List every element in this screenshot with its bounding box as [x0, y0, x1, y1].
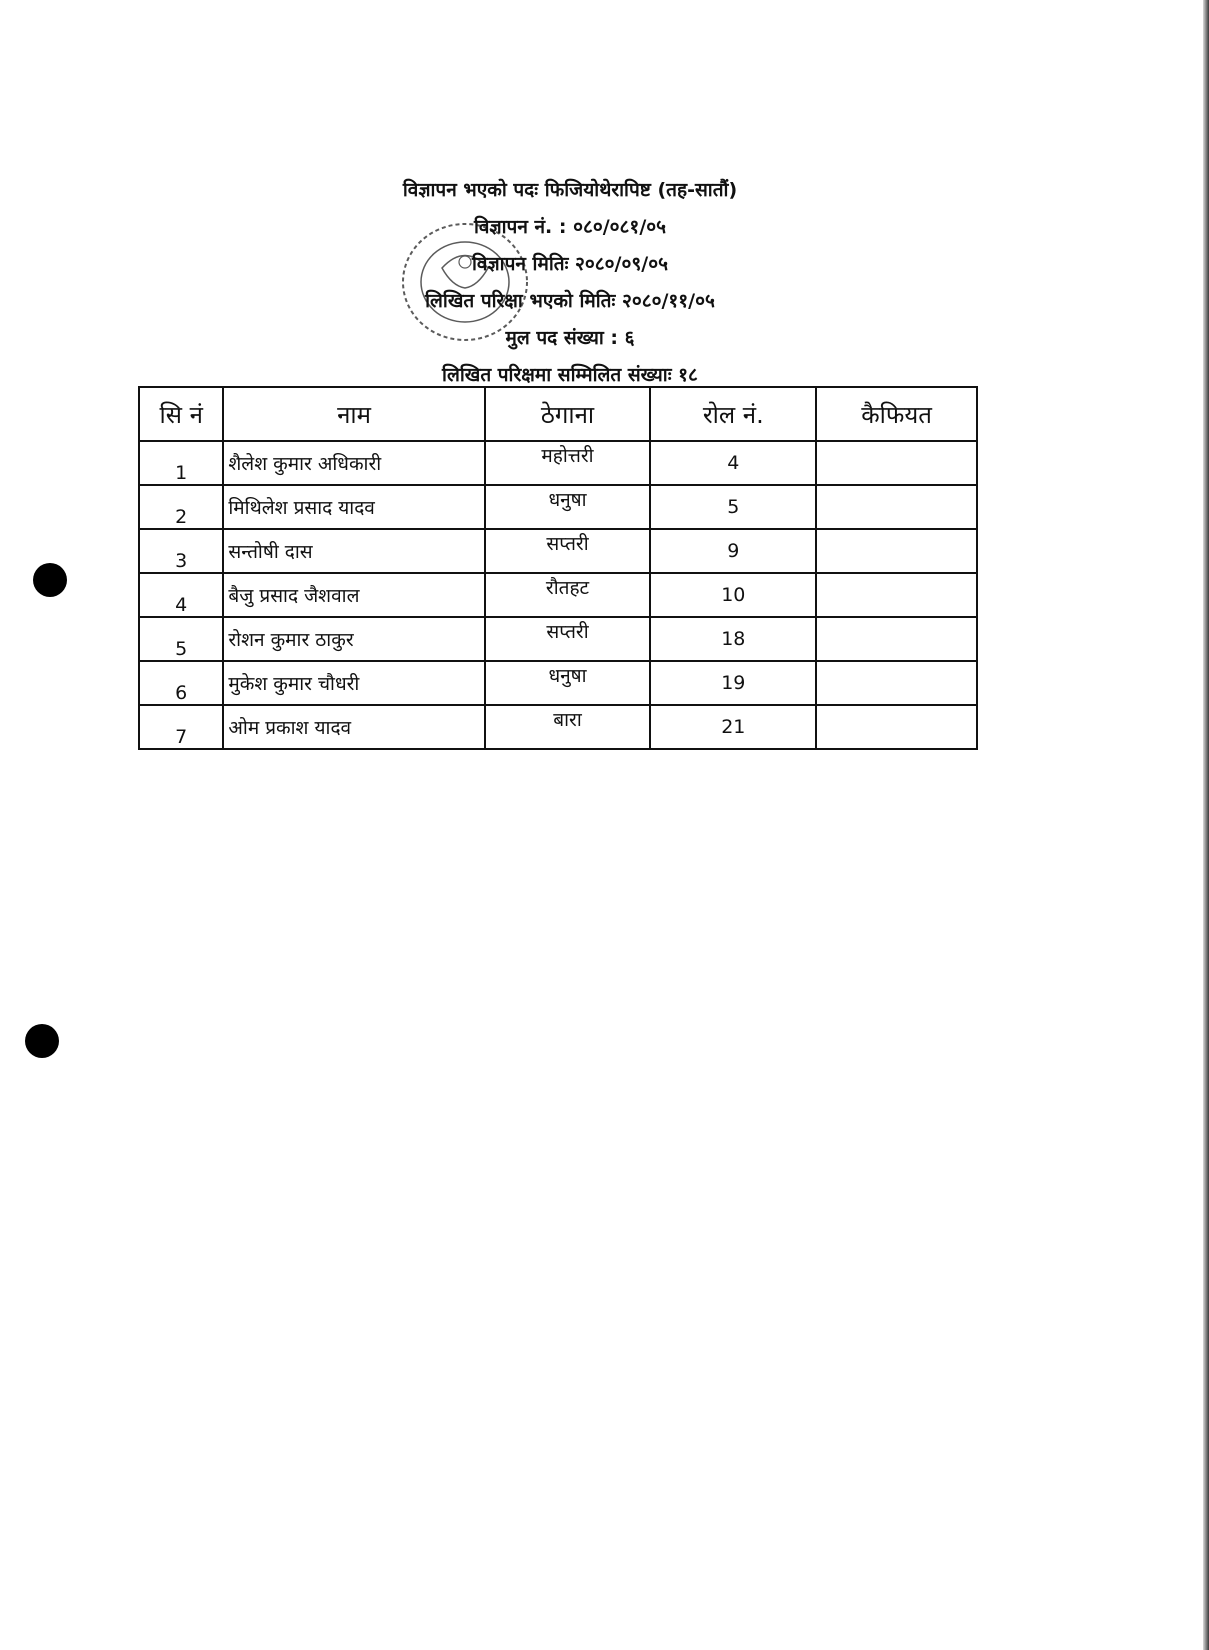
cell-remarks [816, 573, 977, 617]
table-row [139, 705, 977, 749]
cell-sn: 4 [139, 573, 223, 617]
table-row [139, 485, 977, 529]
cell-name: बैजु प्रसाद जैशवाल [223, 573, 484, 617]
cell-sn: 6 [139, 661, 223, 705]
punch-hole-top [33, 563, 67, 597]
cell-name: ओम प्रकाश यादव [223, 705, 484, 749]
punch-hole-bottom [25, 1024, 59, 1058]
col-header-remarks: कैफियत [816, 387, 977, 441]
cell-name: मुकेश कुमार चौधरी [223, 661, 484, 705]
cell-name: मिथिलेश प्रसाद यादव [223, 485, 484, 529]
advertisement-date: विज्ञापन मितिः २०८०/०९/०५ [472, 253, 668, 275]
table-row [139, 529, 977, 573]
cell-sn: 2 [139, 485, 223, 529]
advertised-post: विज्ञापन भएको पदः फिजियोथेरापिष्ट (तह-सातौं) [402, 179, 738, 201]
notice-header [300, 178, 840, 400]
cell-address: महोत्तरी [485, 441, 651, 485]
cell-roll: 4 [650, 441, 816, 485]
cell-roll: 9 [650, 529, 816, 573]
cell-roll: 21 [650, 705, 816, 749]
cell-remarks [816, 529, 977, 573]
cell-roll: 19 [650, 661, 816, 705]
col-header-sn: सि नं [139, 387, 223, 441]
cell-address: सप्तरी [485, 617, 651, 661]
cell-remarks [816, 617, 977, 661]
cell-remarks [816, 485, 977, 529]
col-header-roll: रोल नं. [650, 387, 816, 441]
cell-address: रौतहट [485, 573, 651, 617]
table-row [139, 661, 977, 705]
table-row [139, 617, 977, 661]
cell-address: बारा [485, 705, 651, 749]
cell-sn: 5 [139, 617, 223, 661]
table-row [139, 573, 977, 617]
col-header-address: ठेगाना [485, 387, 651, 441]
cell-name: शैलेश कुमार अधिकारी [223, 441, 484, 485]
col-header-name: नाम [223, 387, 484, 441]
cell-roll: 5 [650, 485, 816, 529]
total-posts: मुल पद संख्या : ६ [505, 327, 635, 349]
cell-address: धनुषा [485, 661, 651, 705]
page-edge-shadow [1203, 0, 1209, 1650]
cell-remarks [816, 705, 977, 749]
cell-sn: 3 [139, 529, 223, 573]
cell-name: सन्तोषी दास [223, 529, 484, 573]
candidate-table [138, 386, 978, 750]
advertisement-number: विज्ञापन नं. : ०८०/०८१/०५ [473, 216, 667, 238]
cell-address: सप्तरी [485, 529, 651, 573]
cell-address: धनुषा [485, 485, 651, 529]
table-header-row [139, 387, 977, 441]
cell-roll: 10 [650, 573, 816, 617]
cell-sn: 1 [139, 441, 223, 485]
table-row [139, 441, 977, 485]
cell-roll: 18 [650, 617, 816, 661]
cell-remarks [816, 661, 977, 705]
written-exam-date: लिखित परिक्षा भएको मितिः २०८०/११/०५ [425, 290, 715, 312]
cell-name: रोशन कुमार ठाकुर [223, 617, 484, 661]
exam-participants-count: लिखित परिक्षमा सम्मिलित संख्याः १८ [442, 364, 698, 386]
cell-remarks [816, 441, 977, 485]
cell-sn: 7 [139, 705, 223, 749]
